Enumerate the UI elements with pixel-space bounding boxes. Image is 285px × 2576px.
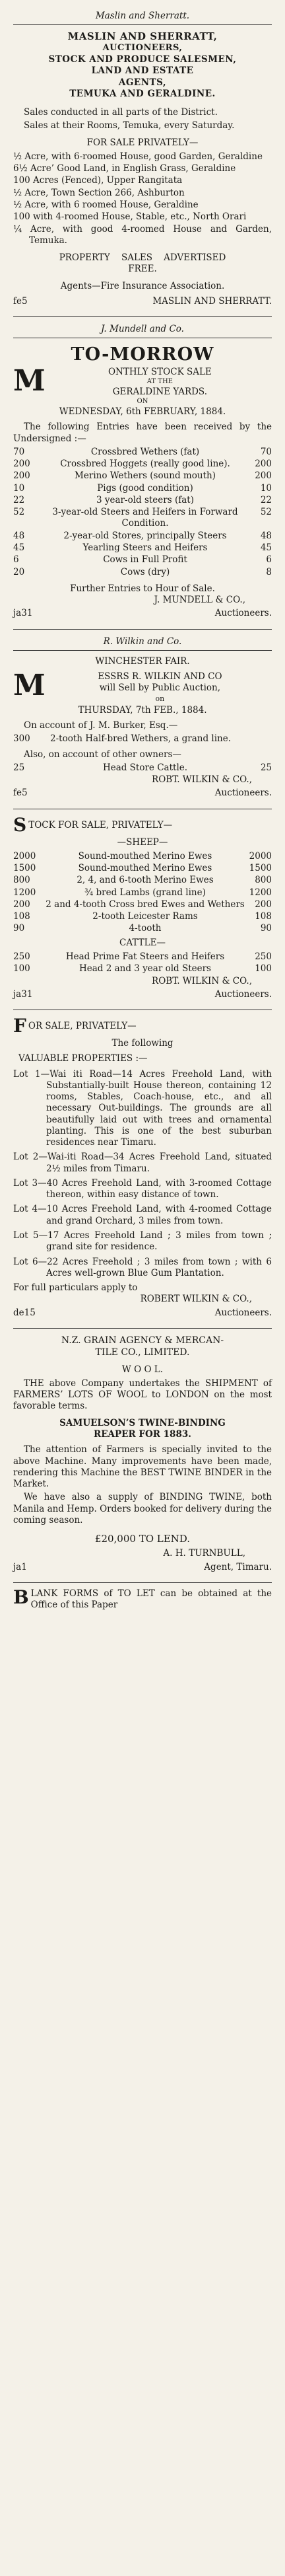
stock-qty-right: 200 <box>255 899 272 910</box>
lot-label: Lot 6— <box>13 1256 48 1267</box>
stock-qty: 2000 <box>13 850 36 862</box>
following-line: The following <box>111 1038 174 1049</box>
fair-title: WINCHESTER FAIR. <box>95 655 190 667</box>
stock-desc: Pigs (good condition) <box>97 482 193 494</box>
blank-forms-ad <box>13 1583 272 1611</box>
stock-desc: 2-year-old Stores, principally Steers <box>63 530 227 541</box>
property-item: ½ Acre, Town Section 266, Ashburton <box>13 187 185 198</box>
ad-title: TO-MORROW <box>71 344 214 365</box>
stock-desc: Cows in Full Profit <box>103 554 187 566</box>
ad-header: R. Wilkin and Co. <box>13 636 272 651</box>
firm-services-3: AGENTS, <box>118 77 167 88</box>
lot-entry <box>13 1069 272 1149</box>
signature: A. H. TURNBULL, <box>163 1548 245 1559</box>
stock-qty-right: 100 <box>255 963 272 975</box>
stock-desc: Crossbred Wethers (fat) <box>90 446 200 457</box>
lot-label: Lot 5— <box>13 1230 48 1241</box>
lot-entry <box>13 1257 272 1280</box>
lot-label: Lot 4— <box>13 1204 47 1215</box>
property-item: ½ Acre, with 6 roomed House, Geraldine <box>13 200 199 210</box>
stock-qty-right: 48 <box>260 530 272 541</box>
stock-qty: 22 <box>13 494 25 505</box>
stock-desc: ¾ bred Lambs (grand line) <box>84 887 206 898</box>
property-item: 100 with 4-roomed House, Stable, etc., North Orari <box>13 211 247 223</box>
ad-title: TOCK FOR SALE, PRIVATELY— <box>28 819 173 830</box>
stock-qty: 1500 <box>13 863 36 874</box>
stock-qty-right: 2000 <box>249 850 272 862</box>
stock-qty-right: 70 <box>260 446 272 457</box>
stock-qty-right: 1500 <box>249 863 272 874</box>
ad-code: ja31 <box>13 988 33 1000</box>
stock-desc: Cows (dry) <box>120 566 170 577</box>
signature-line <box>13 788 272 799</box>
drop-cap: F <box>13 1015 26 1037</box>
ad-code: de15 <box>13 1307 36 1318</box>
stock-qty-right: 6 <box>266 554 272 566</box>
account-line: On account of J. M. Burker, Esq.— <box>24 719 178 731</box>
drop-cap: M <box>13 363 46 398</box>
reaper-paragraph: The attention of Farmers is specially invited to the above Machine. Many improvements have been made, rendering this Machine the BEST TWINE BINDER in the Market. <box>13 1444 272 1490</box>
stock-qty: 200 <box>13 459 30 470</box>
stock-qty: 1200 <box>13 887 36 898</box>
sale-date: THURSDAY, 7th FEB., 1884. <box>78 704 207 716</box>
wilkin-properties-ad <box>13 1010 272 1329</box>
stock-desc: Head 2 and 3 year old Steers <box>79 963 211 975</box>
lot-label: Lot 1— <box>13 1068 50 1080</box>
intro-text: The following Entries have been received by the Undersigned :— <box>13 422 272 444</box>
nz-grain-agency-ad <box>13 1329 272 1583</box>
stock-desc: Head Prime Fat Steers and Heifers <box>65 951 225 962</box>
auction-line: will Sell by Public Auction, <box>99 682 220 694</box>
auctioneer-role: Auctioneers. <box>214 608 272 619</box>
agent-role: Agent, Timaru. <box>204 1561 272 1572</box>
stock-desc: Merino Wethers (sound mouth) <box>75 470 216 482</box>
ad-header: Maslin and Sherratt. <box>13 11 272 25</box>
firm-services-2: LAND AND ESTATE <box>91 65 194 77</box>
stock-qty: 70 <box>13 446 25 457</box>
property-item: 6½ Acre’ Good Land, in English Grass, Geraldine <box>13 163 236 174</box>
ad-code: fe5 <box>13 295 28 307</box>
stock-qty: 48 <box>13 530 25 541</box>
newspaper-column <box>7 0 278 1611</box>
stock-desc: Sound-mouthed Merino Ewes <box>78 850 212 862</box>
firm-services: STOCK AND PRODUCE SALESMEN, <box>48 54 237 65</box>
sale-date: WEDNESDAY, 6th FEBRUARY, 1884. <box>59 406 226 418</box>
signature: ROBERT WILKIN & CO., <box>140 1294 252 1305</box>
lot-text: 22 Acres Freehold ; 3 miles from town ; with 6 Acres well-grown Blue Gum Plantation. <box>46 1256 272 1278</box>
stock-qty-right: 10 <box>260 482 272 494</box>
property-item: 100 Acres (Fenced), Upper Rangitata <box>13 175 183 186</box>
stock-desc: Crossbred Hoggets (really good line). <box>60 459 230 470</box>
stock-qty-right: 90 <box>260 923 272 934</box>
stock-qty-right: 200 <box>255 459 272 470</box>
stock-qty-right: 1200 <box>249 887 272 898</box>
lot-text: 40 Acres Freehold Land, with 3-roomed Cottage thereon, within easy distance of town. <box>46 1177 272 1200</box>
apply-line: For full particulars apply to <box>13 1282 138 1294</box>
stock-qty: 6 <box>13 554 19 566</box>
wilkin-stock-ad <box>13 809 272 1010</box>
cattle-heading: CATTLE— <box>119 937 166 948</box>
signature-line <box>13 1562 272 1573</box>
auctioneer-role: Auctioneers. <box>214 988 272 1000</box>
maslin-sherratt-ad <box>13 4 272 317</box>
stock-qty: 90 <box>13 923 25 934</box>
stock-qty: 300 <box>13 733 30 745</box>
sales-info: Sales conducted in all parts of the District. <box>24 107 218 118</box>
wool-paragraph: THE above Company undertakes the SHIPMENT of FARMERS’ LOTS OF WOOL to LONDON on the most favorable terms. <box>13 1378 272 1412</box>
signature: ROBT. WILKIN & CO., <box>152 774 252 786</box>
twine-paragraph: We have also a supply of BINDING TWINE, both Manila and Hemp. Orders booked for delivery during the coming season. <box>13 1492 272 1526</box>
reaper-title-2: REAPER FOR 1883. <box>94 1429 191 1440</box>
lot-label: Lot 3— <box>13 1177 47 1189</box>
property-item: ¼ Acre, with good 4-roomed House and Garden, Temuka. <box>13 223 272 246</box>
ad-header: J. Mundell and Co. <box>13 324 272 338</box>
sale-at: AT THE <box>146 378 173 386</box>
ad-code: ja1 <box>13 1561 27 1572</box>
stock-desc: 2-tooth Half-bred Wethers, a grand line. <box>50 733 232 745</box>
stock-qty-right: 25 <box>260 762 272 773</box>
stock-desc: 3-year-old Steers and Heifers in Forward Condition. <box>52 507 238 529</box>
drop-cap: S <box>13 813 27 836</box>
stock-desc: Head Store Cattle. <box>102 762 188 773</box>
ad-code: ja31 <box>13 608 33 619</box>
sale-subtitle: ONTHLY STOCK SALE <box>108 366 212 377</box>
stock-qty: 108 <box>13 911 30 922</box>
account-line-2: Also, on account of other owners— <box>24 749 181 760</box>
stock-desc: Sound-mouthed Merino Ewes <box>78 863 212 874</box>
signature-line <box>13 608 272 619</box>
firm-locations: TEMUKA AND GERALDINE. <box>69 88 216 99</box>
property-sales-line: PROPERTY SALES ADVERTISED <box>59 252 226 264</box>
stock-qty: 800 <box>13 875 30 886</box>
signature: ROBT. WILKIN & CO., <box>152 975 252 986</box>
signature: MASLIN AND SHERRATT. <box>152 295 272 307</box>
signature-line <box>13 1307 272 1319</box>
drop-cap: B <box>13 1586 29 1608</box>
lot-entry <box>13 1152 272 1175</box>
signature: J. MUNDELL & CO., <box>154 595 245 606</box>
stock-qty: 45 <box>13 542 25 553</box>
stock-qty: 250 <box>13 951 30 962</box>
firm-name: MASLIN AND SHERRATT, <box>67 30 218 43</box>
stock-desc: 2, 4, and 6-tooth Merino Ewes <box>77 875 214 886</box>
wool-heading: W O O L. <box>121 1364 164 1375</box>
sale-heading: FOR SALE PRIVATELY— <box>86 137 199 148</box>
drop-cap: M <box>13 669 46 703</box>
firm-role: AUCTIONEERS, <box>102 43 183 54</box>
stock-qty-right: 200 <box>255 470 272 482</box>
properties-heading: VALUABLE PROPERTIES :— <box>18 1053 148 1064</box>
stock-qty-right: 22 <box>260 494 272 505</box>
lot-text: Wai iti Road—14 Acres Freehold Land, with Substantially-built House thereon, containing 12 rooms, Stables, Coach-house, etc., and all necessary Out-buildings. The grounds are all beautifully laid out with trees and ornamental planting. This is one of the best suburban residences near Timaru. <box>46 1068 272 1148</box>
stock-qty: 200 <box>13 470 30 482</box>
stock-qty-right: 8 <box>266 566 272 577</box>
further-entries: Further Entries to Hour of Sale. <box>70 583 215 594</box>
firm-line: ESSRS R. WILKIN AND CO <box>98 671 222 682</box>
stock-desc: Yearling Steers and Heifers <box>82 542 208 553</box>
property-item: ½ Acre, with 6-roomed House, good Garden, Geraldine <box>13 151 263 162</box>
property-sales-line-2: FREE. <box>128 264 157 275</box>
mundell-ad <box>13 317 272 629</box>
blank-forms-text: LANK FORMS of TO LET can be obtained at the Office of this Paper <box>30 1588 272 1611</box>
stock-qty-right: 108 <box>255 911 272 922</box>
stock-qty: 20 <box>13 566 25 577</box>
auctioneer-role: Auctioneers. <box>214 1307 272 1318</box>
lot-entry <box>13 1204 272 1227</box>
lot-text: 17 Acres Freehold Land ; 3 miles from town ; grand site for residence. <box>46 1230 272 1253</box>
stock-qty: 10 <box>13 482 25 494</box>
stock-desc: 4-tooth <box>129 923 162 934</box>
reaper-title: SAMUELSON’S TWINE-BINDING <box>59 1417 226 1428</box>
sheep-heading: —SHEEP— <box>117 836 168 848</box>
company-title: N.Z. GRAIN AGENCY & MERCAN- <box>61 1335 224 1346</box>
lot-text: Wai-iti Road—34 Acres Freehold Land, situated 2½ miles from Timaru. <box>46 1152 272 1174</box>
stock-qty-right: 250 <box>255 951 272 962</box>
agents-line: Agents—Fire Insurance Association. <box>60 280 225 291</box>
stock-qty-right: 52 <box>260 507 272 518</box>
signature-line <box>13 989 272 1000</box>
lot-text: 10 Acres Freehold Land, with 4-roomed Cottage and grand Orchard, 3 miles from town. <box>46 1204 272 1226</box>
company-title-2: TILE CO., LIMITED. <box>95 1346 190 1358</box>
stock-qty: 25 <box>13 762 25 773</box>
stock-desc: 2 and 4-tooth Cross bred Ewes and Wethers <box>46 899 245 910</box>
stock-qty: 52 <box>13 507 25 518</box>
stock-desc: 2-tooth Leicester Rams <box>92 911 198 922</box>
lend-heading: £20,000 TO LEND. <box>94 1533 191 1545</box>
auction-on: on <box>155 694 165 703</box>
ad-title: OR SALE, PRIVATELY— <box>28 1021 137 1032</box>
sales-rooms-info: Sales at their Rooms, Temuka, every Saturday. <box>24 120 235 131</box>
lot-label: Lot 2— <box>13 1152 48 1163</box>
ad-code: fe5 <box>13 788 28 799</box>
sale-on: ON <box>137 398 148 406</box>
sale-venue: GERALDINE YARDS. <box>112 386 207 397</box>
stock-qty: 200 <box>13 899 30 910</box>
lot-entry <box>13 1230 272 1253</box>
lot-entry <box>13 1178 272 1201</box>
stock-qty: 100 <box>13 963 30 975</box>
stock-qty-right: 800 <box>255 875 272 886</box>
auctioneer-role: Auctioneers. <box>214 788 272 799</box>
stock-qty-right: 45 <box>260 542 272 553</box>
stock-desc: 3 year-old steers (fat) <box>96 494 194 505</box>
signature-line <box>13 296 272 307</box>
wilkin-winchester-ad <box>13 630 272 809</box>
